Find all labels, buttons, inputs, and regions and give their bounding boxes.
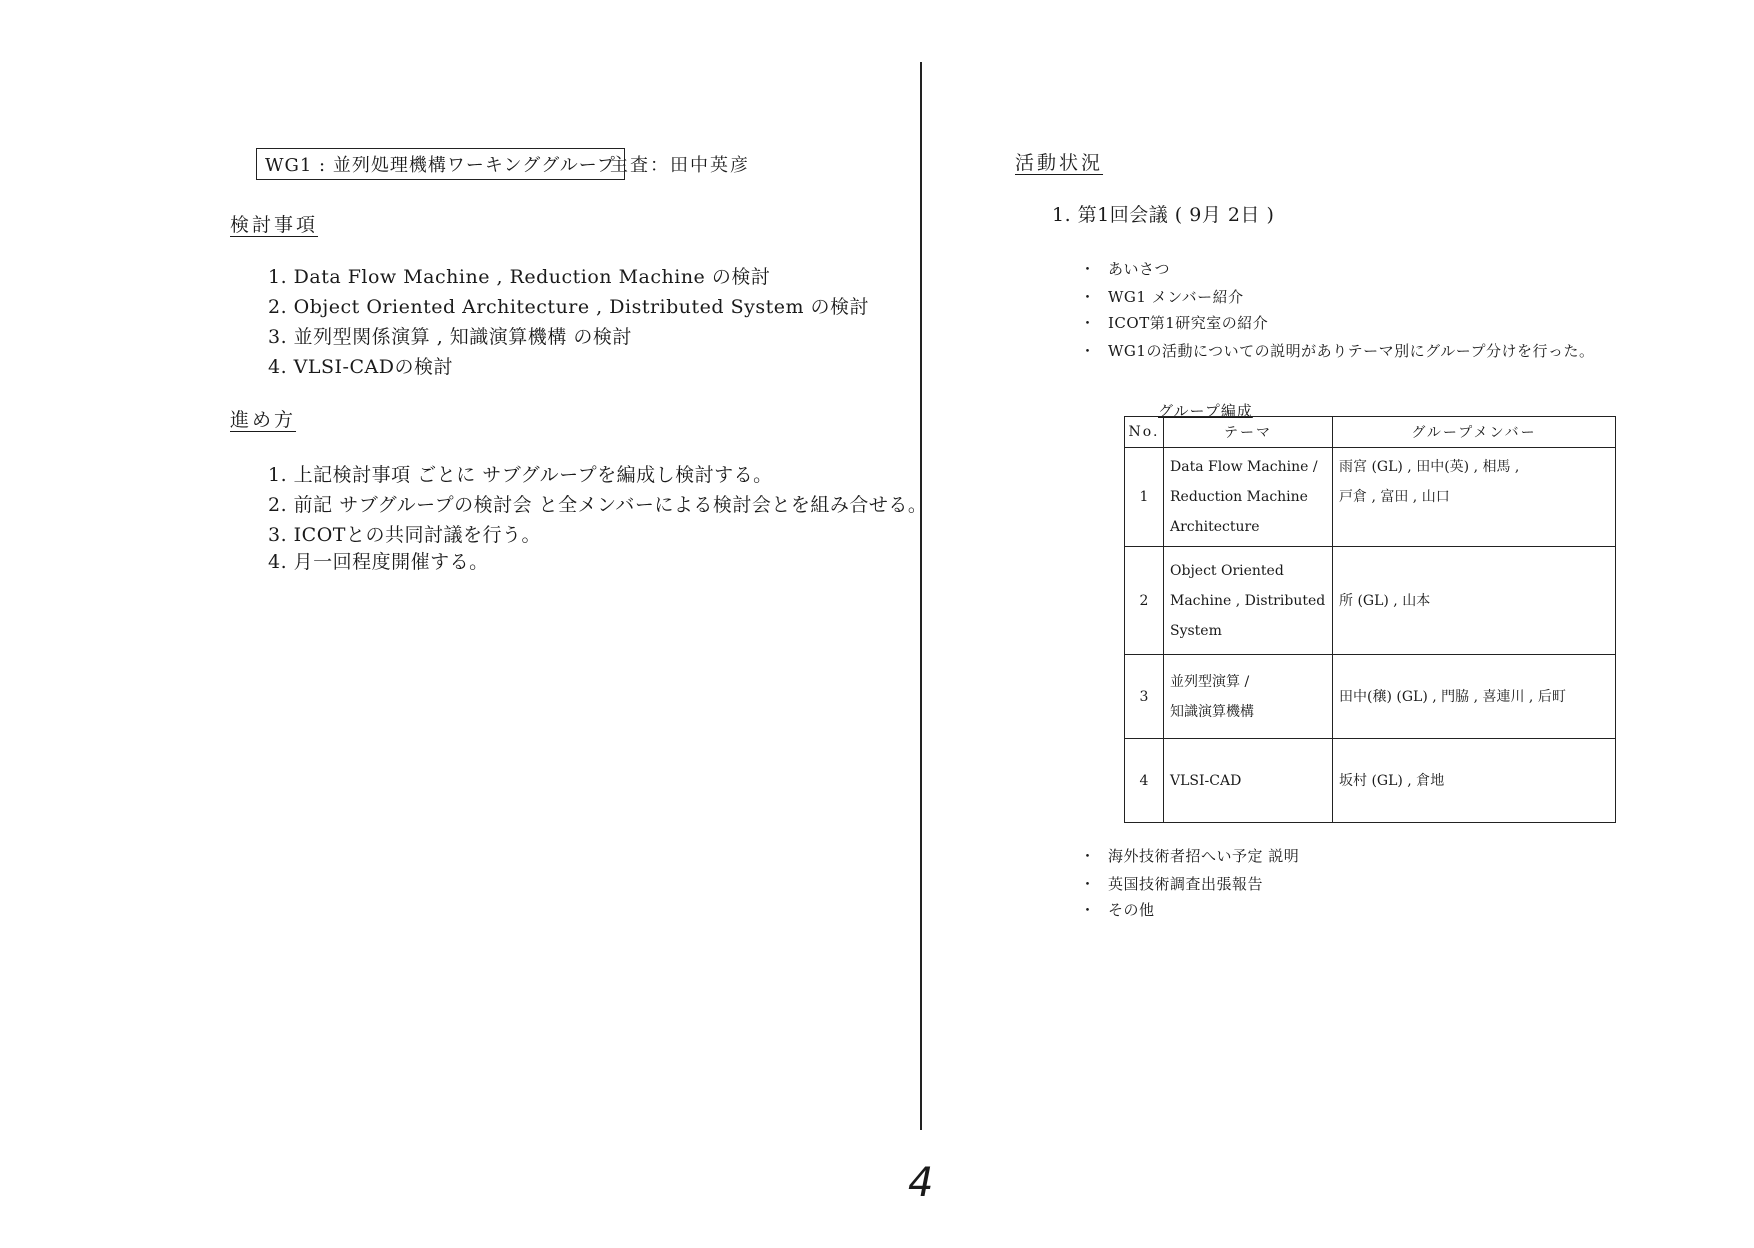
group-table-title: グループ編成 xyxy=(1158,402,1253,420)
topic-item: 4. VLSI-CADの検討 xyxy=(268,356,453,378)
page-number: 4 xyxy=(908,1160,934,1206)
row-theme: VLSI-CAD xyxy=(1164,739,1333,823)
topic-item: 1. Data Flow Machine , Reduction Machine の検討 xyxy=(268,266,771,288)
header-members: グループメンバー xyxy=(1333,417,1616,448)
table-row xyxy=(1125,655,1616,739)
method-item: 3. ICOTとの共同討議を行う。 xyxy=(268,524,541,546)
bullet-item: ・ 英国技術調査出張報告 xyxy=(1080,875,1264,893)
bullet-item: ・ ICOT第1研究室の紹介 xyxy=(1080,314,1269,332)
header-no: No. xyxy=(1125,417,1164,448)
chair-name: 主査：田中英彦 xyxy=(610,155,750,176)
topic-item: 3. 並列型関係演算 , 知識演算機構 の検討 xyxy=(268,326,632,348)
topics-heading: 検討事項 xyxy=(230,214,319,236)
bullet-item: ・ WG1 メンバー紹介 xyxy=(1080,288,1244,306)
topic-item: 2. Object Oriented Architecture , Distributed System の検討 xyxy=(268,296,870,318)
row-theme: Data Flow Machine / Reduction Machine Architecture xyxy=(1164,448,1333,547)
row-members: 坂村 (GL) , 倉地 xyxy=(1333,739,1616,823)
method-item: 1. 上記検討事項 ごとに サブグループを編成し検討する。 xyxy=(268,464,773,486)
group-table xyxy=(1124,416,1616,823)
table-row xyxy=(1125,547,1616,655)
header-theme: テーマ xyxy=(1164,417,1333,448)
bullet-item: ・ あいさつ xyxy=(1080,260,1171,278)
row-no: 3 xyxy=(1125,655,1164,739)
bullet-item: ・ WG1の活動についての説明がありテーマ別にグループ分けを行った。 xyxy=(1080,342,1595,360)
activity-heading: 活動状況 xyxy=(1015,152,1104,174)
working-group-title-box: WG1 : 並列処理機構ワーキンググループ xyxy=(256,148,625,180)
table-row xyxy=(1125,448,1616,547)
table-row xyxy=(1125,739,1616,823)
row-no: 2 xyxy=(1125,547,1164,655)
table-header-row xyxy=(1125,417,1616,448)
meeting-title: 1. 第1回会議 ( 9月 2日 ) xyxy=(1052,204,1275,226)
bullet-item: ・ その他 xyxy=(1080,901,1155,919)
row-theme: Object Oriented Machine , Distributed System xyxy=(1164,547,1333,655)
row-theme: 並列型演算 / 知識演算機構 xyxy=(1164,655,1333,739)
row-no: 4 xyxy=(1125,739,1164,823)
method-item: 2. 前記 サブグループの検討会 と全メンバーによる検討会とを組み合せる。 xyxy=(268,494,928,516)
method-heading: 進め方 xyxy=(230,409,297,431)
row-no: 1 xyxy=(1125,448,1164,547)
bullet-item: ・ 海外技術者招へい予定 説明 xyxy=(1080,847,1300,865)
row-members: 所 (GL) , 山本 xyxy=(1333,547,1616,655)
row-members: 雨宮 (GL) , 田中(英) , 相馬 , 戸倉 , 富田 , 山口 xyxy=(1333,448,1616,547)
row-members: 田中(穣) (GL) , 門脇 , 喜連川 , 后町 xyxy=(1333,655,1616,739)
method-item: 4. 月一回程度開催する。 xyxy=(268,551,489,573)
